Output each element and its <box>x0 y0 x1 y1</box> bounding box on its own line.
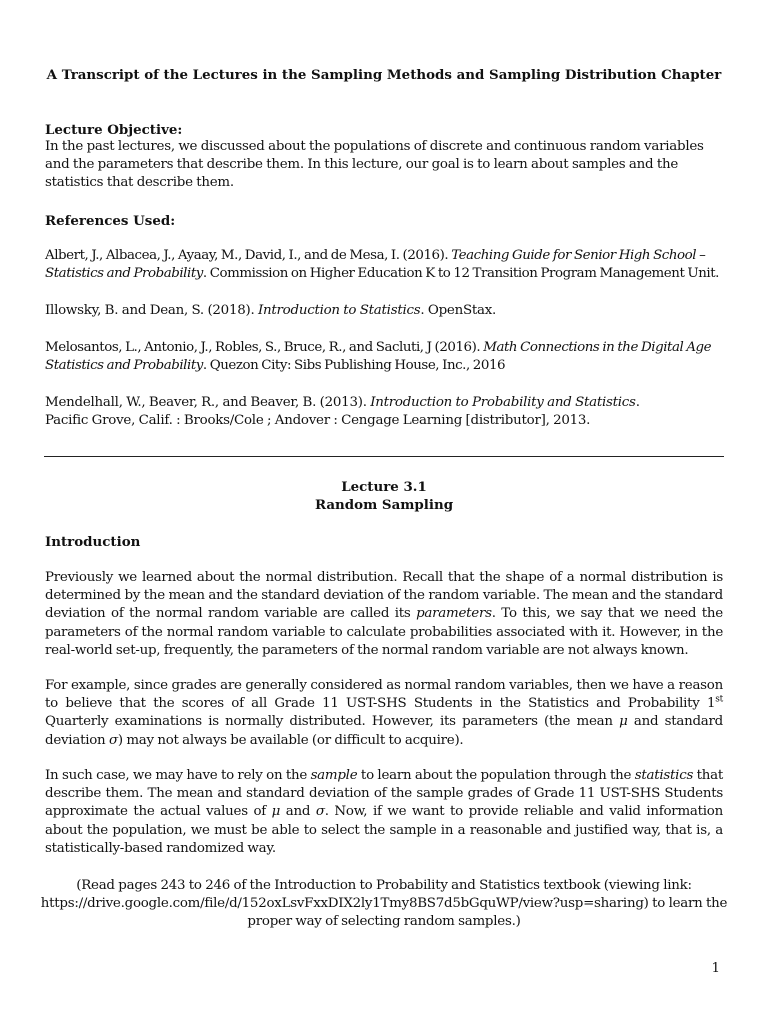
introduction-heading: Introduction <box>45 534 141 550</box>
reference-publisher-line: Pacific Grove, Calif. : Brooks/Cole ; Andover : Cengage Learning [distributor], 2013. <box>45 413 591 429</box>
reference-title: Introduction to Probability and Statistics <box>370 395 636 410</box>
intro-paragraph-2: For example, since grades are generally considered as normal random variables, then we have a reason to believe that the scores of all Grade 11 UST-SHS Students in the Statistics and Probability 1st Quarterly examinations is normally distributed. However, its parameters (the mean μ and standard deviation σ) may not always be available (or difficult to acquire). <box>45 678 723 748</box>
reference-publisher: . Quezon City: Sibs Publishing House, Inc., 2016 <box>202 358 506 374</box>
reference-title: Introduction to Statistics <box>257 303 421 318</box>
document-title: A Transcript of the Lectures in the Sampling Methods and Sampling Distribution Chapter <box>46 67 722 83</box>
reference-authors: Mendelhall, W., Beaver, R., and Beaver, B. (2013). <box>45 395 371 410</box>
reference-item <box>45 302 723 320</box>
reference-item <box>45 339 723 375</box>
reference-publisher: . <box>635 395 640 410</box>
objective-heading: Lecture Objective: <box>45 122 183 138</box>
section-divider <box>44 456 724 457</box>
reference-authors: Melosantos, L., Antonio, J., Robles, S., Bruce, R., and Sacluti, J (2016). <box>45 340 484 355</box>
reference-authors: Albert, J., Albacea, J., Ayaay, M., David, I., and de Mesa, I. (2016). <box>45 248 452 263</box>
objective-text: In the past lectures, we discussed about the populations of discrete and continuous random variables and the parameters that describe them. In this lecture, our goal is to learn about samples and the statistics that describe them. <box>45 139 704 191</box>
intro-paragraph-1: Previously we learned about the normal distribution. Recall that the shape of a normal distribution is determined by the mean and the standard deviation of the random variable. The mean and the standard deviation of the normal random variable are called its parameters. To this, we say that we need the parameters of the normal random variable to calculate probabilities associated with it. However, in the real-world set-up, frequently, the parameters of the normal random variable are not always known. <box>45 570 723 658</box>
lecture-title: Random Sampling <box>314 497 454 513</box>
lecture-number: Lecture 3.1 <box>341 479 427 495</box>
reference-publisher: . Commission on Higher Education K to 12 Transition Program Management Unit. <box>202 266 719 282</box>
reference-item <box>45 394 723 430</box>
reference-title: Teaching Guide for Senior High School – Statistics and Probability <box>45 248 706 282</box>
intro-paragraph-3: In such case, we may have to rely on the sample to learn about the population through the statistics that describe them. The mean and standard deviation of the sample grades of Grade 11 UST-SHS Students approximate the actual values of μ and σ. Now, if we want to provide reliable and valid information about the population, we must be able to select the sample in a reasonable and justified way, that is, a statistically-based randomized way. <box>45 768 723 856</box>
reference-item <box>45 247 723 283</box>
reading-note: (Read pages 243 to 246 of the Introduction to Probability and Statistics textbook (viewing link: https://drive.google.com/file/d/152oxLsvFxxDIX2ly1Tmy8BS7d5bGquWP/view?usp=sharing) to learn the proper way of selecting random samples.) <box>40 878 728 930</box>
reference-authors: Illowsky, B. and Dean, S. (2018). <box>45 303 258 318</box>
reference-publisher: . OpenStax. <box>420 303 497 318</box>
page-number: 1 <box>711 961 720 976</box>
references-heading: References Used: <box>45 213 176 229</box>
reference-title: Math Connections in the Digital Age Statistics and Probability <box>45 340 712 374</box>
